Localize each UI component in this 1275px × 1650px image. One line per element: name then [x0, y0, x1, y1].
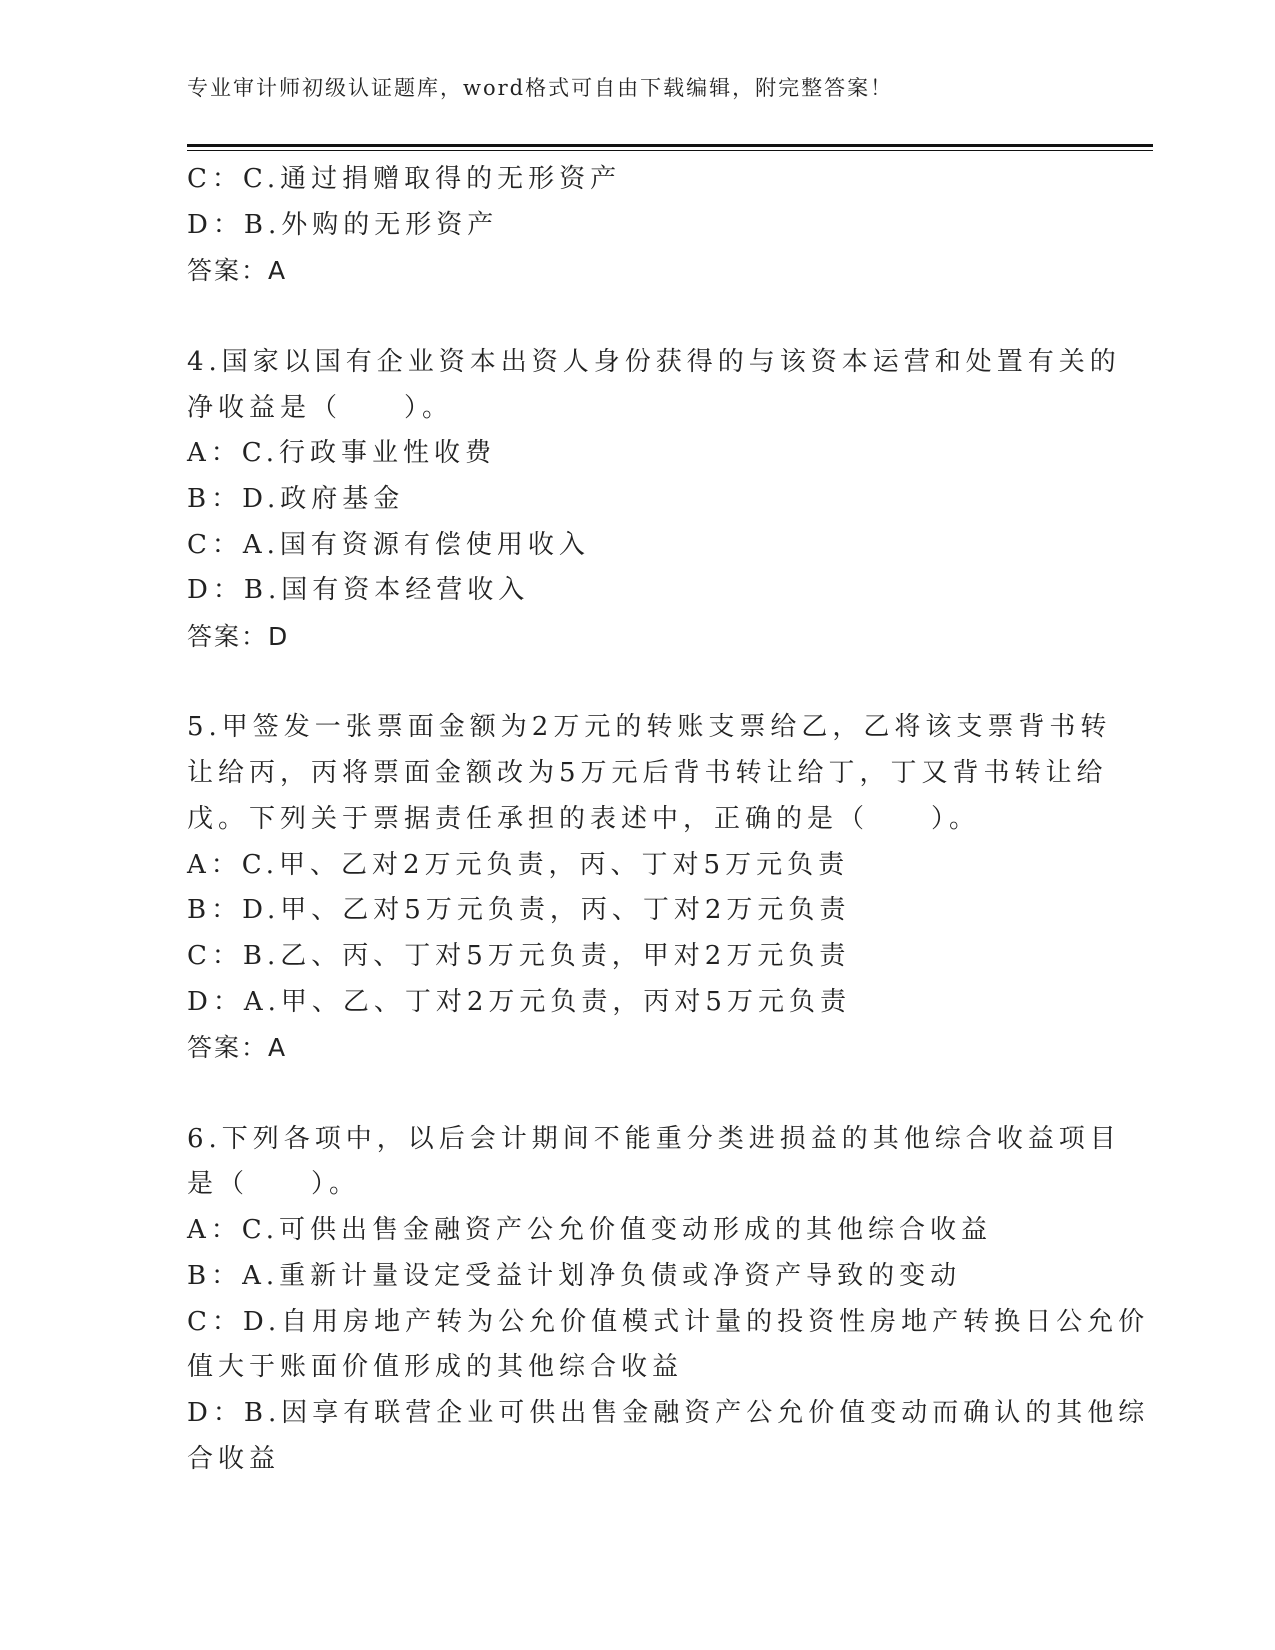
option-b: B：D.甲、乙对5万元负责，丙、丁对2万元负责 — [187, 895, 851, 926]
option-b: B：A.重新计量设定受益计划净负债或净资产导致的变动 — [187, 1260, 962, 1291]
question-stem: 6.下列各项中，以后会计期间不能重分类进损益的其他综合收益项目 — [187, 1123, 1121, 1154]
option-c: C：D.自用房地产转为公允价值模式计量的投资性房地产转换日公允价 — [187, 1306, 1150, 1337]
option-d: D：A.甲、乙、丁对2万元负责，丙对5万元负责 — [187, 986, 851, 1017]
answer-line: 答案：D — [187, 622, 290, 652]
spacer — [187, 1071, 1087, 1117]
option-c: C：C.通过捐赠取得的无形资产 — [187, 164, 622, 194]
header-rule-thin — [187, 150, 1153, 151]
question-stem: 戊。下列关于票据责任承担的表述中，正确的是（ ）。 — [187, 803, 981, 834]
option-c-continued: 值大于账面价值形成的其他综合收益 — [187, 1352, 684, 1383]
answer-line: 答案：A — [187, 256, 288, 286]
option-d: D：B.国有资本经营收入 — [187, 575, 530, 606]
question-6 — [187, 1117, 1150, 1483]
question-stem: 4.国家以国有企业资本出资人身份获得的与该资本运营和处置有关的 — [187, 346, 1121, 377]
question-5 — [187, 705, 1112, 1071]
header-rule-thick — [187, 144, 1153, 147]
option-a: A：C.行政事业性收费 — [187, 438, 497, 469]
question-3-tail — [187, 157, 1087, 294]
option-d-continued: 合收益 — [187, 1443, 281, 1474]
page-header: 专业审计师初级认证题库，word格式可自由下载编辑，附完整答案！ — [187, 76, 894, 100]
option-c: C：A.国有资源有偿使用收入 — [187, 529, 590, 560]
spacer — [187, 660, 1087, 706]
option-a: A：C.甲、乙对2万元负责，丙、丁对5万元负责 — [187, 849, 850, 880]
option-c: C：B.乙、丙、丁对5万元负责，甲对2万元负责 — [187, 940, 851, 971]
question-body — [187, 157, 1150, 1482]
option-d: D：B.因享有联营企业可供出售金融资产公允价值变动而确认的其他综 — [187, 1397, 1150, 1428]
spacer — [187, 294, 1087, 340]
question-stem: 5.甲签发一张票面金额为2万元的转账支票给乙，乙将该支票背书转 — [187, 712, 1112, 743]
question-stem: 是（ ）。 — [187, 1169, 361, 1200]
question-stem: 净收益是（ ）。 — [187, 392, 454, 423]
question-stem: 让给丙，丙将票面金额改为5万元后背书转让给丁，丁又背书转让给 — [187, 758, 1108, 789]
answer-line: 答案：A — [187, 1033, 288, 1063]
option-d: D：B.外购的无形资产 — [187, 209, 499, 240]
option-b: B：D.政府基金 — [187, 483, 405, 514]
option-a: A：C.可供出售金融资产公允价值变动形成的其他综合收益 — [187, 1215, 993, 1246]
question-4 — [187, 340, 1121, 660]
